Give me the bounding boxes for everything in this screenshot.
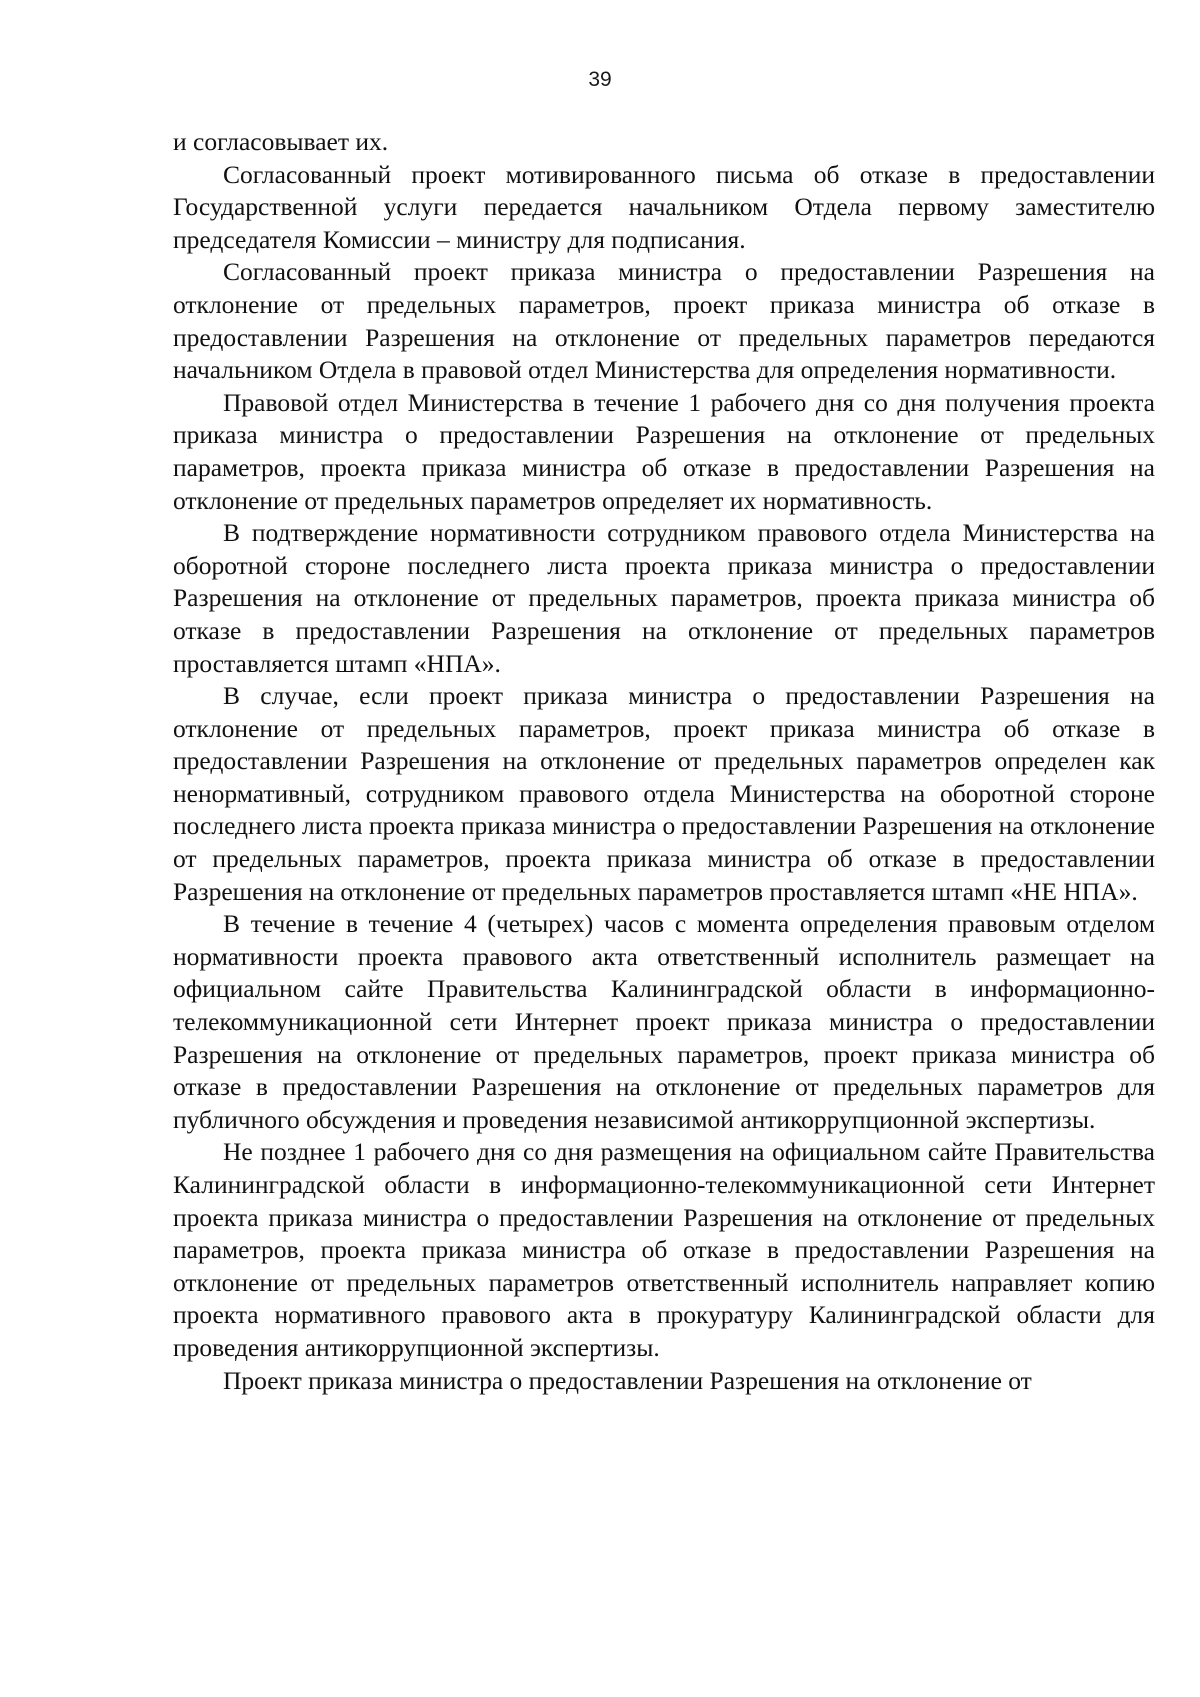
paragraph: В течение в течение 4 (четырех) часов с момента определения правовым отделом нормативности проекта правового акта ответственный исполнитель размещает на официальном сайте Правительства Калининградской области в информационно-телекоммуникационной сети Интернет проект приказа министра о предоставлении Разрешения на отклонение от предельных параметров, проект приказа министра об отказе в предоставлении Разрешения на отклонение от предельных параметров для публичного обсуждения и проведения независимой антикоррупционной экспертизы. (173, 909, 1155, 1134)
paragraph: Правовой отдел Министерства в течение 1 рабочего дня со дня получения проекта приказа министра о предоставлении Разрешения на отклонение от предельных параметров, проекта приказа министра об отказе в предоставлении Разрешения на отклонение от предельных параметров определяет их нормативность. (173, 387, 1155, 515)
paragraph: В подтверждение нормативности сотрудником правового отдела Министерства на оборотной стороне последнего листа проекта приказа министра о предоставлении Разрешения на отклонение от предельных параметров, проекта приказа министра об отказе в предоставлении Разрешения на отклонение от предельных параметров проставляется штамп «НПА». (173, 518, 1155, 678)
paragraph: В случае, если проект приказа министра о предоставлении Разрешения на отклонение от предельных параметров, проект приказа министра об отказе в предоставлении Разрешения на отклонение от предельных параметров определен как ненормативный, сотрудником правового отдела Министерства на оборотной стороне последнего листа проекта приказа министра о предоставлении Разрешения на отклонение от предельных параметров, проекта приказа министра об отказе в предоставлении Разрешения на отклонение от предельных параметров проставляется штамп «НЕ НПА». (173, 681, 1155, 906)
paragraph: и согласовывает их. (173, 127, 389, 156)
document-body (173, 126, 1155, 1397)
paragraph: Согласованный проект мотивированного письма об отказе в предоставлении Государственной услуги передается начальником Отдела первому заместителю председателя Комиссии – министру для подписания. (173, 159, 1155, 254)
paragraph: Согласованный проект приказа министра о предоставлении Разрешения на отклонение от предельных параметров, проект приказа министра об отказе в предоставлении Разрешения на отклонение от предельных параметров передаются начальником Отдела в правовой отдел Министерства для определения нормативности. (173, 257, 1155, 385)
page-number: 39 (588, 68, 612, 91)
paragraph: Проект приказа министра о предоставлении Разрешения на отклонение от (223, 1365, 1032, 1395)
paragraph: Не позднее 1 рабочего дня со дня размещения на официальном сайте Правительства Калининградской области в информационно-телекоммуникационной сети Интернет проекта приказа министра о предоставлении Разрешения на отклонение от предельных параметров, проекта приказа министра об отказе в предоставлении Разрешения на отклонение от предельных параметров ответственный исполнитель направляет копию проекта нормативного правового акта в прокуратуру Калининградской области для проведения антикоррупционной экспертизы. (173, 1137, 1155, 1362)
